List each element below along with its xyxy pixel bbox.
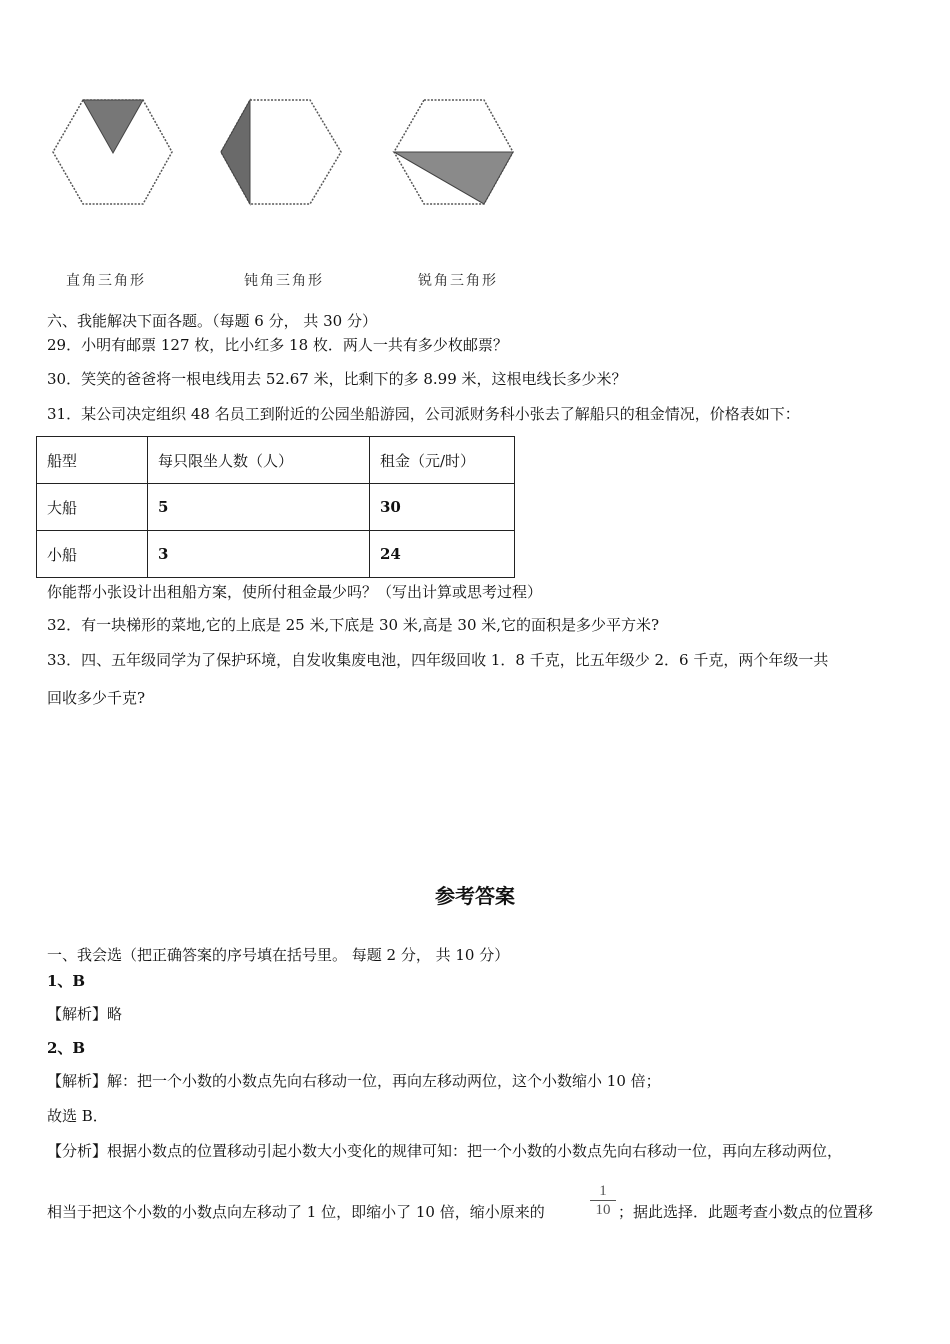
table-header-cell: 每只限坐人数（人） [148, 437, 370, 484]
caption-obtuse-triangle: 钝角三角形 [244, 273, 324, 289]
question-29: 29．小明有邮票 127 枚，比小红多 18 枚．两人一共有多少枚邮票？ [47, 336, 508, 354]
answer-1: 1、B [47, 972, 86, 990]
table-cell: 3 [148, 531, 370, 578]
table-cell: 5 [148, 484, 370, 531]
table-row [37, 531, 515, 578]
caption-right-triangle: 直角三角形 [66, 273, 146, 289]
table-cell: 大船 [37, 484, 148, 531]
table-cell: 24 [370, 531, 515, 578]
question-32: 32．有一块梯形的菜地,它的上底是 25 米,下底是 30 米,高是 30 米,它的面积是多少平方米? [47, 616, 660, 634]
hexagon-right-triangle [53, 100, 172, 204]
answer-2-fenxi: 【分析】根据小数点的位置移动引起小数大小变化的规律可知：把一个小数的小数点先向右移动一位，再向左移动两位， [47, 1142, 843, 1160]
hexagon-figures [45, 95, 525, 215]
table-cell: 30 [370, 484, 515, 531]
table-header-row [37, 437, 515, 484]
table-cell: 小船 [37, 531, 148, 578]
hexagon-acute-triangle [394, 100, 513, 204]
section6-heading: 六、我能解决下面各题。（每题 6 分， 共 30 分） [47, 312, 377, 330]
question-33-line1: 33．四、五年级同学为了保护环境，自发收集废电池，四年级回收 1．8 千克，比五年级少 2．6 千克，两个年级一共 [47, 651, 829, 669]
answers-section1-heading: 一、我会选（把正确答案的序号填在括号里。 每题 2 分， 共 10 分） [47, 946, 510, 964]
question-33-line2: 回收多少千克? [47, 689, 146, 707]
fraction-one-tenth [590, 1183, 616, 1218]
fraction-numerator: 1 [599, 1183, 607, 1199]
answer-2-line-pre: 相当于把这个小数的小数点向左移动了 1 位，即缩小了 10 倍，缩小原来的 [47, 1203, 545, 1221]
fraction-denominator: 10 [595, 1202, 611, 1218]
answer-1-analysis: 【解析】略 [47, 1005, 123, 1023]
answer-2-analysis: 【解析】解：把一个小数的小数点先向右移动一位，再向左移动两位，这个小数缩小 10 倍； [47, 1072, 661, 1090]
question-31-tail: 你能帮小张设计出租船方案，使所付租金最少吗？（写出计算或思考过程） [47, 583, 543, 601]
question-30: 30．笑笑的爸爸将一根电线用去 52.67 米，比剩下的多 8.99 米，这根电线长多少米？ [47, 370, 627, 388]
table-header-cell: 船型 [37, 437, 148, 484]
table-header-cell: 租金（元/时） [370, 437, 515, 484]
answer-2-line-post: ；据此选择．此题考查小数点的位置移 [618, 1203, 874, 1221]
caption-acute-triangle: 锐角三角形 [418, 273, 498, 289]
answers-title: 参考答案 [435, 884, 515, 908]
answer-2: 2、B [47, 1039, 86, 1057]
boat-price-table [36, 436, 515, 578]
answer-2-choice: 故选 B． [47, 1107, 108, 1125]
table-row [37, 484, 515, 531]
question-31: 31．某公司决定组织 48 名员工到附近的公园坐船游园，公司派财务科小张去了解船只的租金情况，价格表如下： [47, 405, 800, 423]
hexagon-obtuse-triangle [221, 100, 341, 204]
